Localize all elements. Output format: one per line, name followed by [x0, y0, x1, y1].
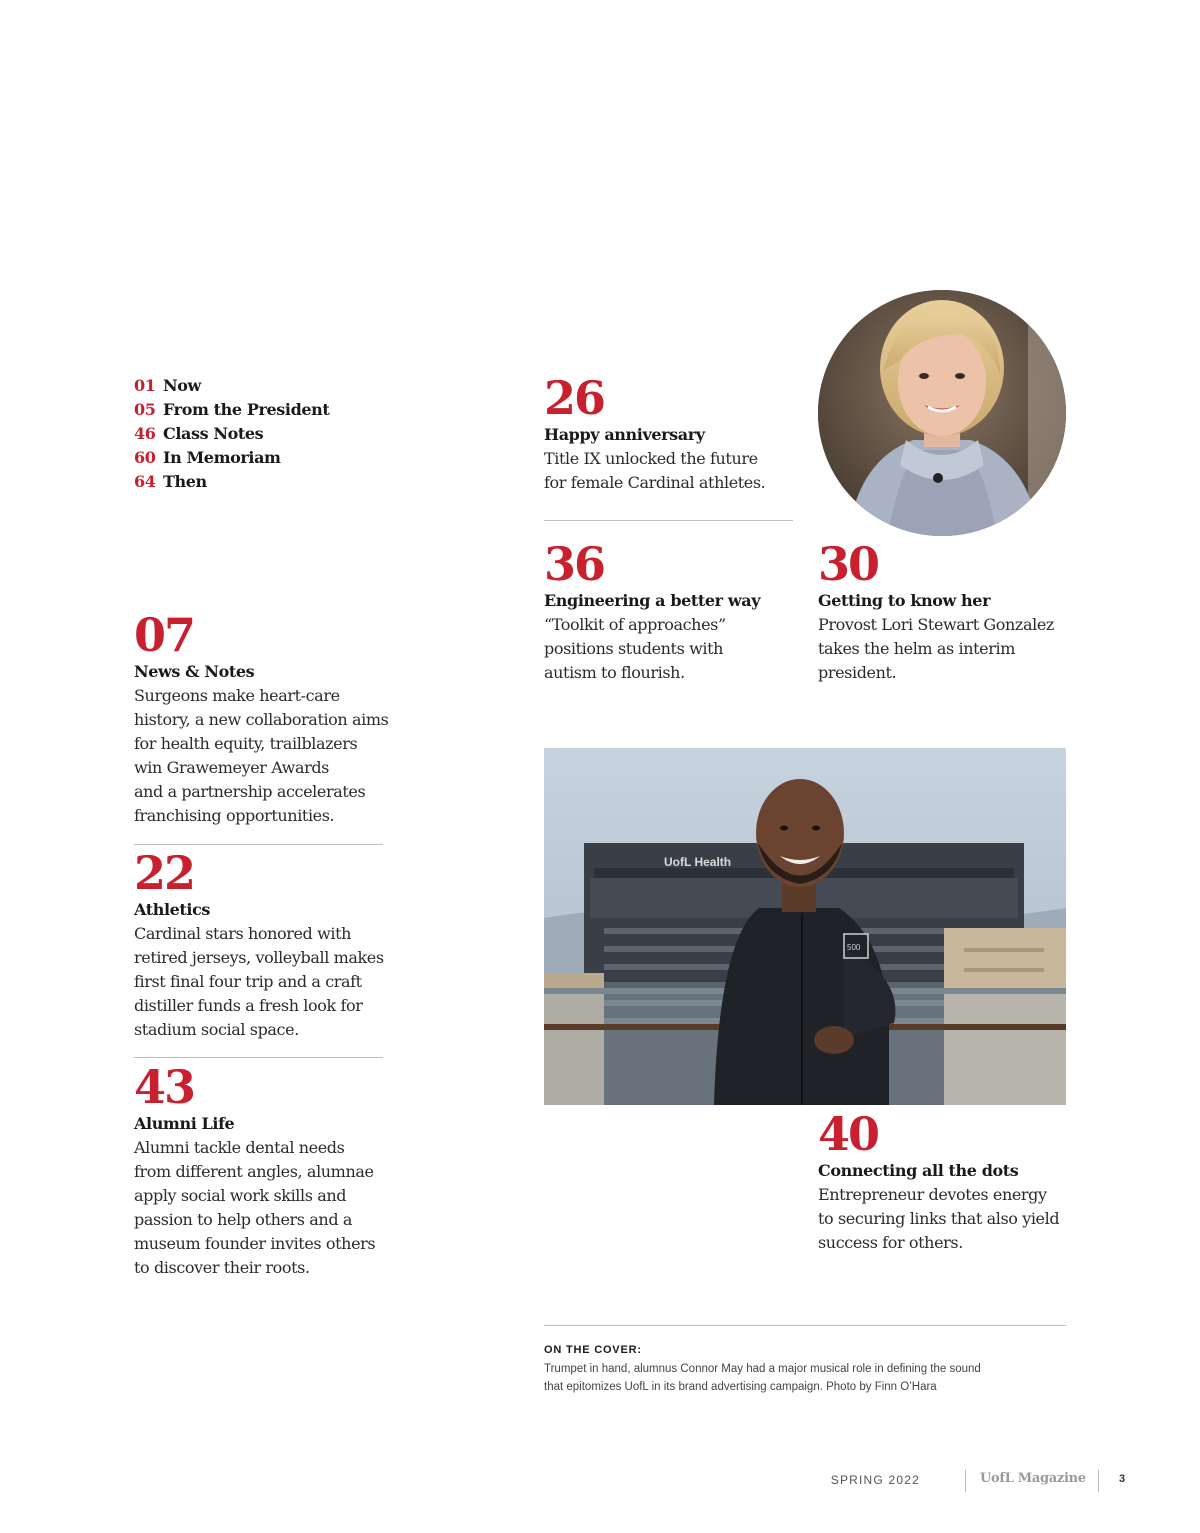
divider — [134, 1057, 383, 1058]
story-page-number: 07 — [134, 608, 195, 662]
story-description: “Toolkit of approaches” positions students with autism to flourish. — [544, 615, 726, 682]
story-page-number: 43 — [134, 1060, 195, 1114]
department-label: Then — [163, 472, 207, 491]
story-title: Connecting all the dots — [818, 1161, 1019, 1180]
story-description: Surgeons make heart-care history, a new collaboration aims for health equity, trailblazers win Grawemeyer Awards and a partnership accelerates franchising opportunities. — [134, 686, 389, 825]
department-page-number: 60 — [134, 448, 156, 467]
story-description: Cardinal stars honored with retired jerseys, volleyball makes first final four trip and a craft distiller funds a fresh look for stadium social space. — [134, 924, 384, 1039]
department-item[interactable] — [134, 376, 394, 400]
issue-season: SPRING 2022 — [830, 1473, 920, 1487]
story-43[interactable] — [134, 1060, 394, 1280]
story-description: Provost Lori Stewart Gonzalez takes the helm as interim president. — [818, 615, 1054, 682]
building-sign: UofL Health — [664, 855, 732, 869]
footer-divider — [1098, 1470, 1099, 1492]
chest-logo: 500 — [847, 943, 861, 952]
story-40[interactable] — [818, 1107, 1078, 1255]
department-item[interactable] — [134, 448, 394, 472]
department-item[interactable] — [134, 400, 394, 424]
story-page-number: 30 — [818, 537, 879, 591]
story-title: Happy anniversary — [544, 425, 705, 444]
footer-divider — [965, 1470, 966, 1492]
story-page-number: 36 — [544, 537, 605, 591]
story-title: Athletics — [134, 900, 211, 919]
department-label: Class Notes — [163, 424, 264, 443]
story-description: Entrepreneur devotes energy to securing links that also yield success for others. — [818, 1185, 1060, 1252]
department-item[interactable] — [134, 472, 394, 496]
department-page-number: 05 — [134, 400, 156, 419]
divider — [544, 1325, 1066, 1326]
divider — [544, 520, 793, 521]
entrepreneur-photo — [544, 748, 1066, 1105]
story-22[interactable] — [134, 846, 394, 1042]
story-description: Title IX unlocked the future for female Cardinal athletes. — [544, 449, 766, 492]
story-30[interactable] — [818, 537, 1078, 685]
on-the-cover — [544, 1344, 1066, 1396]
story-26[interactable] — [544, 371, 794, 495]
page-footer — [0, 1470, 1200, 1492]
divider — [134, 844, 383, 845]
department-label: Now — [163, 376, 201, 395]
story-page-number: 26 — [544, 371, 605, 425]
story-page-number: 22 — [134, 846, 195, 900]
page-number: 3 — [1119, 1473, 1126, 1485]
story-title: News & Notes — [134, 662, 255, 681]
story-36[interactable] — [544, 537, 814, 685]
cover-label: ON THE COVER: — [544, 1344, 642, 1356]
story-title: Alumni Life — [134, 1114, 235, 1133]
story-description: Alumni tackle dental needs from different angles, alumnae apply social work skills and passion to help others and a museum founder invites others to discover their roots. — [134, 1138, 376, 1277]
department-page-number: 01 — [134, 376, 156, 395]
department-label: In Memoriam — [163, 448, 281, 467]
department-label: From the President — [163, 400, 330, 419]
departments-list — [134, 376, 394, 496]
department-page-number: 46 — [134, 424, 156, 443]
department-item[interactable] — [134, 424, 394, 448]
story-07[interactable] — [134, 608, 394, 828]
story-title: Engineering a better way — [544, 591, 761, 610]
provost-portrait-photo — [818, 290, 1066, 536]
cover-caption: Trumpet in hand, alumnus Connor May had a major musical role in defining the sound that epitomizes UofL in its brand advertising campaign. Photo by Finn O’Hara — [544, 1363, 981, 1393]
story-title: Getting to know her — [818, 591, 991, 610]
story-page-number: 40 — [818, 1107, 879, 1161]
magazine-name: UofL Magazine — [980, 1471, 1086, 1486]
department-page-number: 64 — [134, 472, 156, 491]
